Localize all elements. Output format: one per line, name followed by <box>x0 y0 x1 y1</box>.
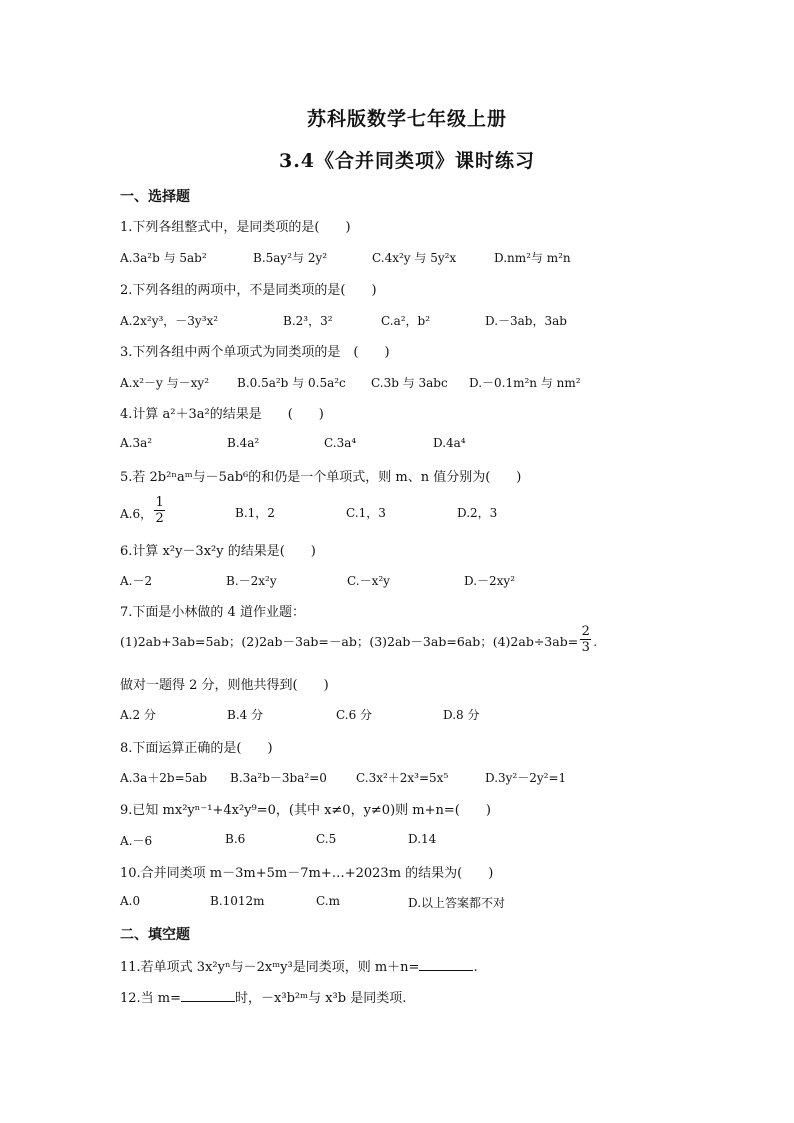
option-d: D.以上答案都不对 <box>408 896 506 910</box>
option-d: D.14 <box>408 832 437 846</box>
option-a: A.3a²b 与 5ab² <box>120 251 207 265</box>
option-a: A.2 分 <box>120 708 156 722</box>
option-d: D.－0.1m²n 与 nm² <box>469 376 581 390</box>
question-1: 1.下列各组整式中，是同类项的是( ) <box>120 220 351 235</box>
option-c: C.6 分 <box>336 708 373 722</box>
question-7-line: (1)2ab+3ab=5ab；(2)2ab－3ab=－ab；(3)2ab－3ab=6ab；(4)2ab÷3ab= <box>120 634 579 649</box>
option-b: B.0.5a²b 与 0.5a²c <box>237 376 346 390</box>
page-title: 苏科版数学七年级上册 <box>306 108 507 130</box>
option-c: C.3b 与 3abc <box>371 376 448 390</box>
answer-blank <box>419 958 473 971</box>
question-7-prompt: 做对一题得 2 分，则他共得到( ) <box>120 678 329 693</box>
question-4: 4.计算 a²＋3a²的结果是 ( ) <box>120 407 324 422</box>
option-a-prefix: A.6， <box>120 507 153 521</box>
option-b: B.1012m <box>210 894 265 908</box>
answer-blank <box>181 989 235 1002</box>
question-11-end: . <box>473 960 478 975</box>
fraction <box>580 625 591 654</box>
option-a: A.x²－y 与－xy² <box>120 376 210 390</box>
question-11-text: 11.若单项式 3x²yⁿ与－2xᵐy³是同类项，则 m＋n= <box>120 960 420 975</box>
option-d: D.－2xy² <box>464 574 516 588</box>
option-a: A.3a² <box>120 436 153 450</box>
option-a: A.－6 <box>120 834 153 848</box>
option-a <box>120 495 167 526</box>
question-12 <box>120 987 406 1006</box>
question-6: 6.计算 x²y－3x²y 的结果是( ) <box>120 544 316 559</box>
option-b: B.4a² <box>227 436 260 450</box>
question-3: 3.下列各组中两个单项式为同类项的是 ( ) <box>120 345 390 360</box>
question-7-line-end: . <box>593 634 598 649</box>
option-d: D.2，3 <box>457 506 498 520</box>
question-11 <box>120 956 478 975</box>
question-2: 2.下列各组的两项中，不是同类项的是( ) <box>120 283 377 298</box>
fraction-numerator: 1 <box>155 495 164 510</box>
option-c: C.m <box>316 894 340 908</box>
option-a: A.－2 <box>120 574 153 588</box>
page-subtitle: 3.4《合并同类项》课时练习 <box>278 150 536 172</box>
option-d: D.nm²与 m²n <box>494 251 571 265</box>
option-c: C.a²，b² <box>381 314 431 328</box>
option-c: C.3x²＋2x³=5x⁵ <box>356 771 449 785</box>
option-a: A.3a＋2b=5ab <box>120 771 208 785</box>
question-9: 9.已知 mx²yⁿ⁻¹+4x²y⁹=0，(其中 x≠0，y≠0)则 m+n=( ) <box>120 803 491 818</box>
option-c: C.－x²y <box>347 574 390 588</box>
question-12-end: 时，－x³b²ᵐ与 x³b 是同类项. <box>235 991 407 1006</box>
question-7: 7.下面是小林做的 4 道作业题： <box>120 605 305 620</box>
option-b: B.－2x²y <box>226 574 277 588</box>
option-c: C.5 <box>316 832 337 846</box>
option-b: B.3a²b－3ba²=0 <box>230 771 327 785</box>
option-b: B.1，2 <box>235 506 275 520</box>
option-c: C.1，3 <box>346 506 386 520</box>
question-8: 8.下面运算正确的是( ) <box>120 741 273 756</box>
fraction-numerator: 2 <box>581 624 590 639</box>
option-d: D.3y²－2y²=1 <box>485 771 567 785</box>
option-c: C.4x²y 与 5y²x <box>372 251 457 265</box>
question-12-text: 12.当 m= <box>120 991 182 1006</box>
fraction <box>154 496 165 525</box>
option-d: D.8 分 <box>443 708 480 722</box>
option-b: B.6 <box>225 832 246 846</box>
question-5: 5.若 2b²ⁿaᵐ与－5ab⁶的和仍是一个单项式，则 m、n 值分别为( ) <box>120 470 522 485</box>
fraction-denominator: 3 <box>581 640 590 655</box>
option-d: D.－3ab，3ab <box>485 314 567 328</box>
section-choice-heading: 一、选择题 <box>120 189 190 205</box>
question-10: 10.合并同类项 m－3m+5m－7m+…+2023m 的结果为( ) <box>120 866 494 881</box>
option-d: D.4a⁴ <box>433 436 466 450</box>
question-7-items <box>120 624 598 655</box>
section-fill-heading: 二、填空题 <box>120 927 190 943</box>
option-b: B.2³，3² <box>283 314 333 328</box>
option-b: B.4 分 <box>227 708 264 722</box>
option-c: C.3a⁴ <box>324 436 357 450</box>
option-a: A.2x²y³，－3y³x² <box>120 314 219 328</box>
option-a: A.0 <box>120 894 141 908</box>
fraction-denominator: 2 <box>155 511 164 526</box>
option-b: B.5ay²与 2y² <box>253 251 328 265</box>
